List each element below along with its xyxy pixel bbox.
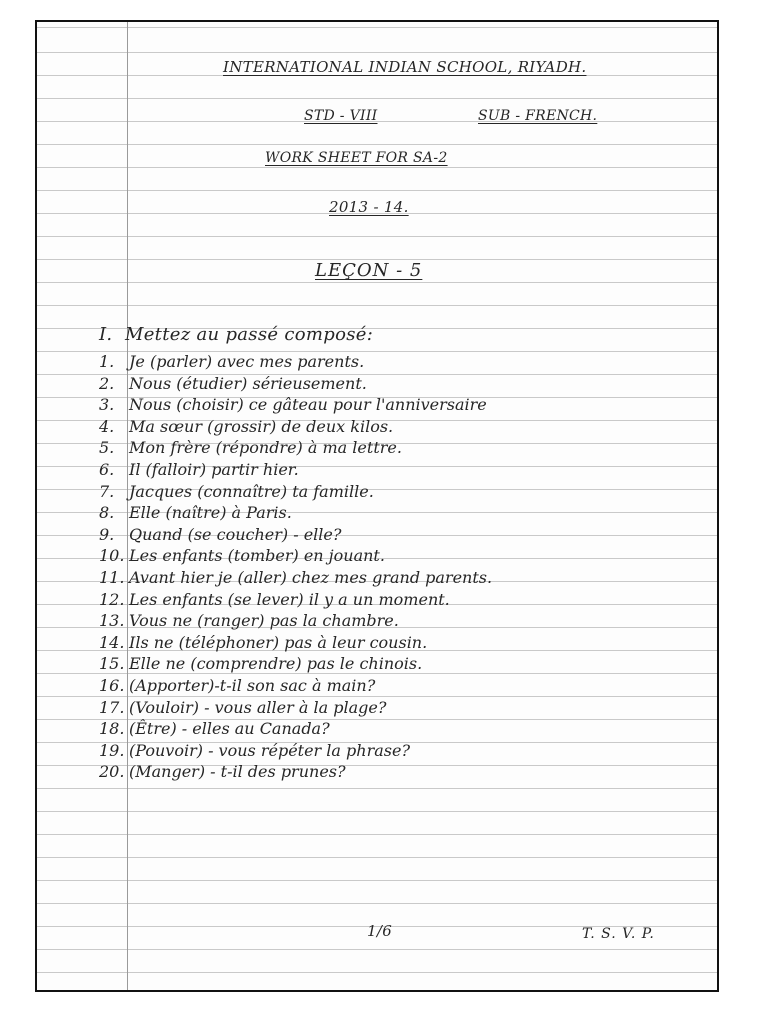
item-sentence: Vous ne (ranger) pas la chambre. bbox=[129, 611, 399, 631]
academic-year: 2013 - 14. bbox=[329, 198, 409, 216]
item-sentence: Nous (choisir) ce gâteau pour l'anniversaire bbox=[129, 395, 487, 415]
item-sentence: Il (falloir) partir hier. bbox=[129, 459, 299, 479]
item-sentence: Elle ne (comprendre) pas le chinois. bbox=[129, 654, 423, 674]
item-number: 5. bbox=[99, 438, 115, 458]
item-number: 16. bbox=[99, 675, 125, 695]
standard-label: STD - VIII bbox=[304, 108, 378, 124]
item-number: 11. bbox=[99, 567, 125, 587]
item-sentence: Les enfants (se lever) il y a un moment. bbox=[129, 589, 450, 609]
item-number: 7. bbox=[99, 481, 115, 501]
item-number: 20. bbox=[99, 762, 125, 782]
item-number: 15. bbox=[99, 654, 125, 674]
item-number: 13. bbox=[99, 611, 125, 631]
instruction-number: I. bbox=[99, 324, 113, 345]
item-sentence: Ils ne (téléphoner) pas à leur cousin. bbox=[129, 632, 428, 652]
item-number: 9. bbox=[99, 524, 115, 544]
item-sentence: Mon frère (répondre) à ma lettre. bbox=[129, 438, 402, 458]
item-sentence: (Vouloir) - vous aller à la plage? bbox=[129, 697, 387, 717]
subject-label: SUB - FRENCH. bbox=[478, 108, 598, 124]
item-number: 4. bbox=[99, 416, 115, 436]
worksheet-title: WORK SHEET FOR SA-2 bbox=[265, 150, 448, 166]
item-number: 19. bbox=[99, 740, 125, 760]
item-sentence: Quand (se coucher) - elle? bbox=[129, 524, 342, 544]
item-sentence: (Pouvoir) - vous répéter la phrase? bbox=[129, 740, 411, 760]
item-sentence: Jacques (connaître) ta famille. bbox=[129, 481, 374, 501]
item-number: 12. bbox=[99, 589, 125, 609]
item-number: 18. bbox=[99, 719, 125, 739]
item-number: 6. bbox=[99, 459, 115, 479]
item-number: 1. bbox=[99, 352, 115, 371]
item-sentence: Nous (étudier) sérieusement. bbox=[129, 373, 367, 393]
item-sentence: Avant hier je (aller) chez mes grand parents. bbox=[129, 567, 493, 587]
item-sentence: Elle (naître) à Paris. bbox=[129, 503, 292, 523]
author-initials: T. S. V. P. bbox=[582, 926, 655, 942]
item-number: 3. bbox=[99, 395, 115, 415]
school-title: INTERNATIONAL INDIAN SCHOOL, RIYADH. bbox=[223, 58, 587, 76]
item-number: 14. bbox=[99, 632, 125, 652]
item-sentence: (Manger) - t-il des prunes? bbox=[129, 762, 346, 782]
item-number: 8. bbox=[99, 503, 115, 523]
item-number: 10. bbox=[99, 546, 125, 566]
instruction-text: Mettez au passé composé: bbox=[125, 324, 374, 345]
lesson-title: LEÇON - 5 bbox=[315, 260, 423, 281]
item-number: 17. bbox=[99, 697, 125, 717]
item-sentence: (Être) - elles au Canada? bbox=[129, 719, 330, 739]
item-number: 2. bbox=[99, 373, 115, 393]
item-sentence: Je (parler) avec mes parents. bbox=[129, 352, 365, 371]
worksheet-page bbox=[35, 20, 719, 992]
item-sentence: Les enfants (tomber) en jouant. bbox=[129, 546, 385, 566]
item-sentence: Ma sœur (grossir) de deux kilos. bbox=[129, 416, 394, 436]
item-sentence: (Apporter)-t-il son sac à main? bbox=[129, 675, 376, 695]
page-number: 1/6 bbox=[367, 922, 393, 940]
